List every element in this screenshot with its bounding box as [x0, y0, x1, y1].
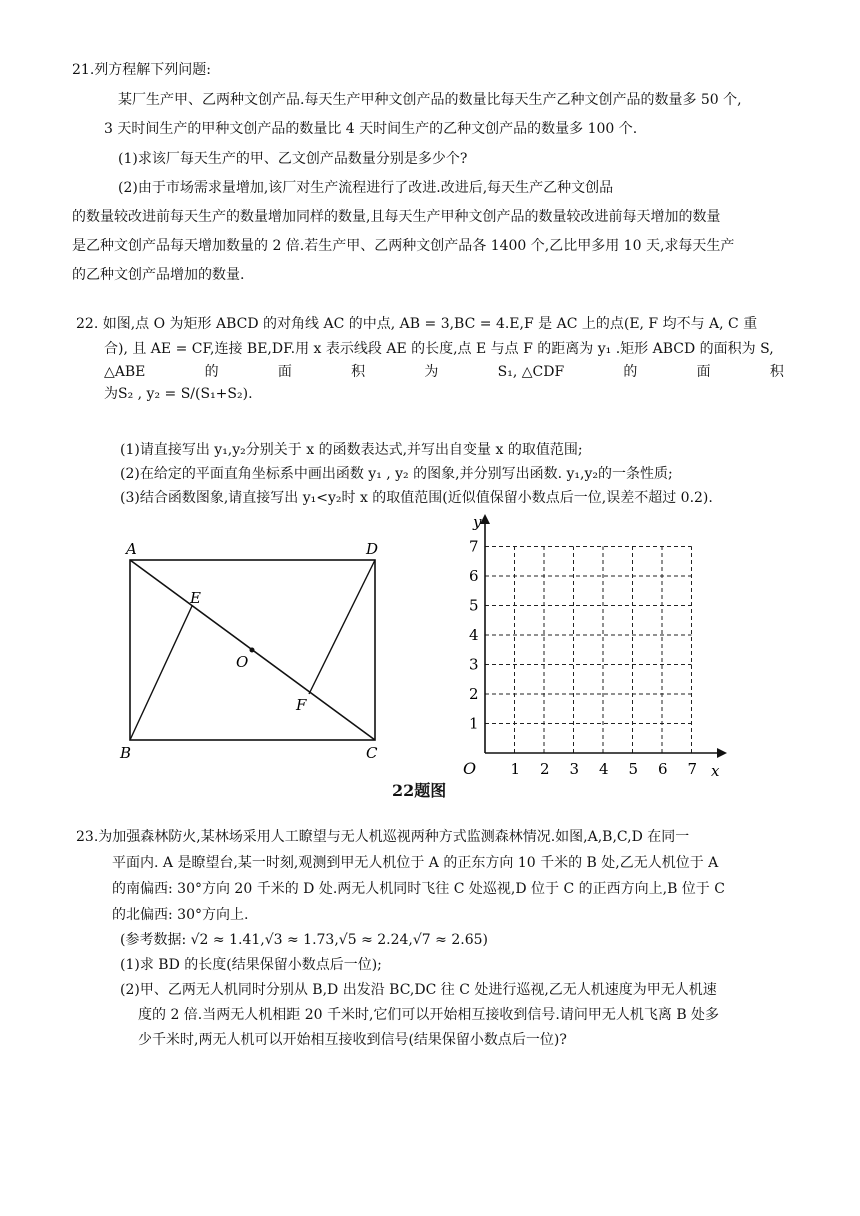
- label-c: C: [366, 744, 378, 762]
- q22-line-1: 22. 如图,点 O 为矩形 ABCD 的对角线 AC 的中点, AB = 3,BC = 4.E,F 是 AC 上的点(E, F 均不与 A, C 重: [76, 316, 758, 332]
- y-tick-label: 4: [469, 626, 479, 644]
- q22-line-3-word: 积: [769, 364, 784, 380]
- q23-subquestion-1: (1)求 BD 的长度(结果保留小数点后一位);: [120, 957, 382, 973]
- q22-coordinate-grid: [455, 508, 735, 780]
- q21-title: 21.列方程解下列问题:: [72, 62, 211, 78]
- x-tick-label: 3: [569, 760, 580, 778]
- q22-line-4: 为S₂ , y₂ = S/(S₁+S₂).: [104, 386, 253, 402]
- y-tick-label: 2: [469, 685, 479, 703]
- q22-line-3-word: △ABE: [104, 364, 146, 380]
- label-a: A: [126, 540, 137, 558]
- q21-subquestion-1: (1)求该厂每天生产的甲、乙文创产品数量分别是多少个?: [118, 151, 468, 167]
- q23-subquestion-2-line-3: 少千米时,两无人机可以开始相互接收到信号(结果保留小数点后一位)?: [138, 1032, 567, 1048]
- q21-para-2: 3 天时间生产的甲种文创产品的数量比 4 天时间生产的乙种文创产品的数量多 100 个.: [104, 121, 638, 137]
- x-tick-label: 7: [687, 760, 698, 778]
- x-tick-label: 5: [628, 760, 639, 778]
- q22-line-3-word: S₁, △CDF: [497, 364, 565, 380]
- q23-subquestion-2-line-2: 度的 2 倍.当两无人机相距 20 千米时,它们可以开始相互接收到信号.请问甲无人机飞离 B 处多: [138, 1007, 720, 1023]
- x-axis-arrow: [717, 748, 727, 758]
- segment-df: [309, 560, 375, 694]
- q21-subquestion-2-line-2: 的数量较改进前每天生产的数量增加同样的数量,且每天生产甲种文创产品的数量较改进前每天增加的数量: [72, 209, 721, 225]
- segment-be: [130, 606, 192, 740]
- q22-line-3-word: 为: [424, 364, 439, 380]
- q22-line-3-word: 的: [623, 364, 638, 380]
- grid-lines: [485, 547, 692, 754]
- y-tick-label: 6: [469, 567, 479, 585]
- x-tick-label: 2: [540, 760, 550, 778]
- label-b: B: [120, 744, 132, 762]
- q22-subquestion-1: (1)请直接写出 y₁,y₂分别关于 x 的函数表达式,并写出自变量 x 的取值范围;: [120, 442, 583, 458]
- label-f: F: [296, 696, 307, 714]
- origin-label: O: [463, 759, 477, 778]
- x-tick-label: 1: [510, 760, 521, 778]
- x-tick-labels: [511, 760, 698, 778]
- q23-line-1: 23.为加强森林防火,某林场采用人工瞭望与无人机巡视两种方式监测森林情况.如图,A,B,C,D 在同一: [76, 829, 690, 845]
- label-d: D: [366, 540, 379, 558]
- x-tick-label: 4: [599, 760, 609, 778]
- q23-line-2: 平面内. A 是瞭望台,某一时刻,观测到甲无人机位于 A 的正东方向 10 千米的 B 处,乙无人机位于 A: [112, 855, 719, 871]
- q22-subquestion-3: (3)结合函数图象,请直接写出 y₁<y₂时 x 的取值范围(近似值保留小数点后一位,误差不超过 0.2).: [120, 490, 713, 506]
- q22-figure-caption: 22题图: [392, 781, 447, 800]
- y-tick-label: 1: [469, 714, 479, 733]
- q22-line-3: [104, 362, 784, 382]
- x-tick-label: 6: [658, 760, 668, 778]
- q23-subquestion-2-line-1: (2)甲、乙两无人机同时分别从 B,D 出发沿 BC,DC 往 C 处进行巡视,乙无人机速度为甲无人机速: [120, 982, 717, 998]
- q21-para-1: 某厂生产甲、乙两种文创产品.每天生产甲种文创产品的数量比每天生产乙种文创产品的数量多 50 个,: [118, 92, 742, 108]
- label-o: O: [236, 653, 249, 671]
- q22-subquestion-2: (2)在给定的平面直角坐标系中画出函数 y₁ , y₂ 的图象,并分别写出函数. y₁,y₂的一条性质;: [120, 466, 673, 482]
- y-tick-labels: [469, 538, 479, 733]
- q23-line-3: 的南偏西: 30°方向 20 千米的 D 处.两无人机同时飞往 C 处巡视,D 位于 C 的正西方向上,B 位于 C: [112, 881, 725, 897]
- label-e: E: [190, 589, 201, 607]
- y-tick-label: 7: [469, 537, 479, 556]
- x-axis-label: x: [711, 762, 720, 780]
- q22-line-3-word: 积: [351, 364, 366, 380]
- q22-line-3-word: 面: [696, 364, 711, 380]
- y-tick-label: 5: [469, 596, 479, 615]
- q22-line-3-word: 面: [277, 364, 292, 380]
- y-axis-label: y: [473, 513, 482, 531]
- q21-subquestion-2-line-4: 的乙种文创产品增加的数量.: [72, 267, 245, 283]
- q22-line-3-word: 的: [204, 364, 219, 380]
- midpoint-o: [250, 648, 255, 653]
- q21-subquestion-2-line-1: (2)由于市场需求量增加,该厂对生产流程进行了改进.改进后,每天生产乙种文创品: [118, 180, 614, 196]
- q22-line-2: 合), 且 AE = CF,连接 BE,DF.用 x 表示线段 AE 的长度,点 E 与点 F 的距离为 y₁ .矩形 ABCD 的面积为 S,: [104, 341, 774, 357]
- y-tick-label: 3: [469, 655, 479, 674]
- y-axis-arrow: [480, 514, 490, 524]
- q21-subquestion-2-line-3: 是乙种文创产品每天增加数量的 2 倍.若生产甲、乙两种文创产品各 1400 个,乙比甲多用 10 天,求每天生产: [72, 238, 735, 254]
- q22-rectangle-figure: [108, 535, 408, 765]
- q23-line-4: 的北偏西: 30°方向上.: [112, 907, 249, 923]
- q23-reference-data: (参考数据: √2 ≈ 1.41,√3 ≈ 1.73,√5 ≈ 2.24,√7 ≈ 2.65): [120, 932, 488, 948]
